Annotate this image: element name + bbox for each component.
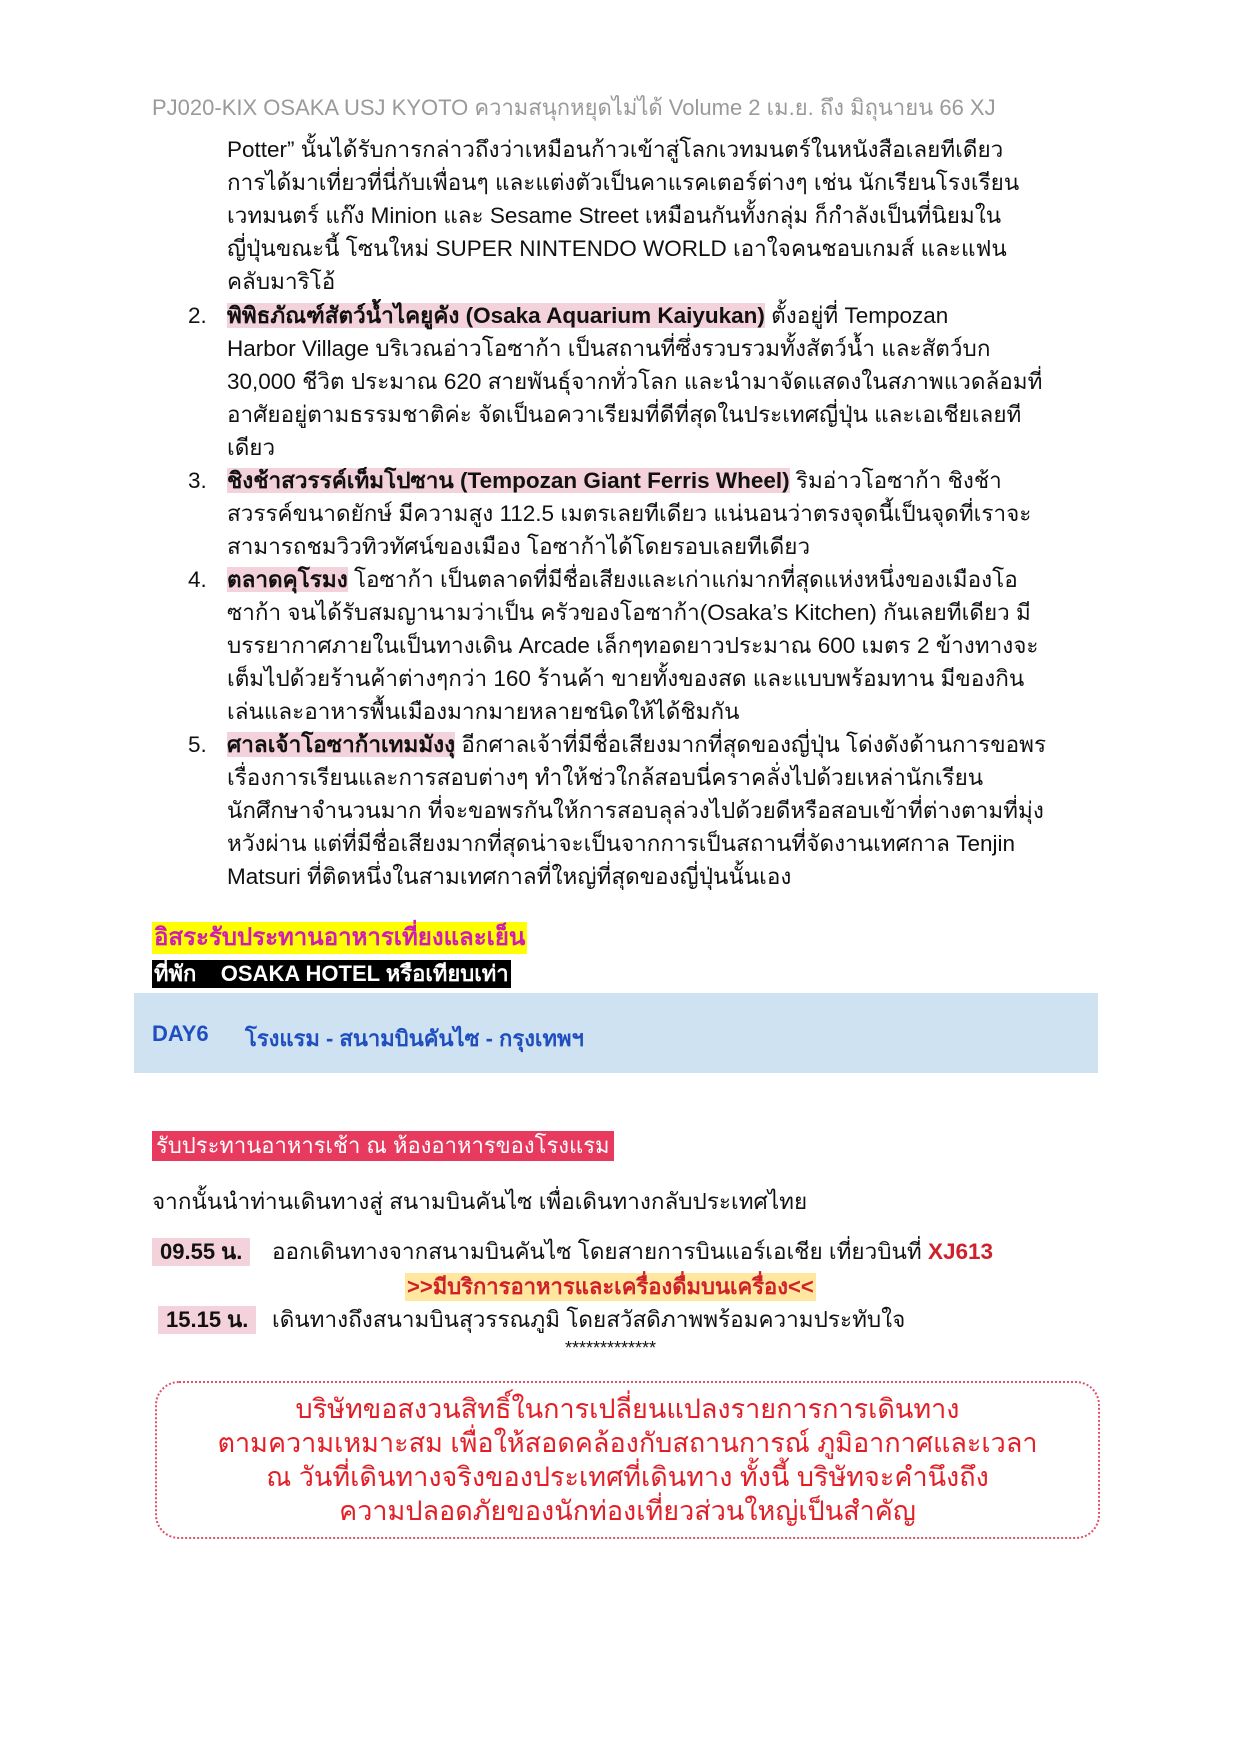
attraction-item — [188, 299, 1108, 464]
departure-text — [272, 1238, 993, 1266]
attraction-line: 30,000 ชีวิต ประมาณ 620 สายพันธุ์จากทั่วโลก และนำมาจัดแสดงในสภาพแวดล้อมที่ — [227, 369, 1043, 394]
attraction-line: ตั้งอยู่ที่ Tempozan — [764, 303, 949, 328]
departure-time: 09.55 น. — [152, 1238, 250, 1266]
item-number: 5. — [188, 732, 207, 757]
attraction-name: ชิงช้าสวรรค์เท็มโปซาน (Tempozan Giant Ferris Wheel) — [227, 468, 790, 493]
attraction-line: Harbor Village บริเวณอ่าวโอซาก้า เป็นสถานที่ซึ่งรวบรวมทั้งสัตว์น้ำ และสัตว์บก — [227, 336, 991, 361]
onboard-service-note: >>มีบริการอาหารและเครื่องดื่มบนเครื่อง<< — [407, 1274, 814, 1299]
attraction-line: อาศัยอยู่ตามธรรมชาติค่ะ จัดเป็นอควาเรียมที่ดีที่สุดในประเทศญี่ปุ่น และเอเชียเลยที — [227, 402, 1022, 427]
disclaimer-line: ตามความเหมาะสม เพื่อให้สอดคล้องกับสถานการณ์ ภูมิอากาศและเวลา — [217, 1428, 1038, 1458]
attraction-line: เต็มไปด้วยร้านค้าต่างๆกว่า 160 ร้านค้า ขายทั้งของสด และแบบพร้อมทาน มีของกิน — [227, 666, 1025, 691]
paragraph-line: เวทมนตร์ แก๊ง Minion และ Sesame Street เหมือนกันทั้งกลุ่ม ก็กำลังเป็นที่นิยมใน — [227, 203, 1002, 228]
attraction-line: สามารถชมวิวทิวทัศน์ของเมือง โอซาก้าได้โดยรอบเลยทีเดียว — [227, 534, 811, 559]
paragraph-line: Potter” นั้นได้รับการกล่าวถึงว่าเหมือนก้าวเข้าสู่โลกเวทมนตร์ในหนังสือเลยทีเดียว — [227, 137, 1004, 162]
attraction-item — [188, 464, 1108, 563]
attraction-name: ศาลเจ้าโอซาก้าเทมมังงุ — [227, 732, 456, 757]
attraction-list — [188, 299, 1108, 893]
paragraph-line: คลับมาริโอ้ — [227, 269, 336, 294]
attraction-item — [188, 563, 1108, 728]
item-number: 2. — [188, 303, 207, 328]
attraction-name: ตลาดคุโรมง — [227, 567, 348, 592]
attraction-line: เดียว — [227, 435, 276, 460]
flight-number: XJ613 — [927, 1239, 994, 1264]
attraction-line: อีกศาลเจ้าที่มีชื่อเสียงมากที่สุดของญี่ปุ่น โด่งดังด้านการขอพร — [455, 732, 1047, 757]
attraction-line: บรรยากาศภายในเป็นทางเดิน Arcade เล็กๆทอดยาวประมาณ 600 เมตร 2 ข้างทางจะ — [227, 633, 1039, 658]
disclaimer-line: ณ วันที่เดินทางจริงของประเทศที่เดินทาง ทั้งนี้ บริษัทจะคำนึงถึง — [266, 1462, 989, 1492]
day-band — [134, 993, 1098, 1073]
attraction-line: ซาก้า จนได้รับสมญานามว่าเป็น ครัวของโอซาก้า(Osaka’s Kitchen) กันเลยทีเดียว มี — [227, 600, 1031, 625]
attraction-line: สวรรค์ขนาดยักษ์ มีความสูง 112.5 เมตรเลยทีเดียว แน่นอนว่าตรงจุดนี้เป็นจุดที่เราจะ — [227, 501, 1032, 526]
paragraph-line: ญี่ปุ่นขณะนี้ โซนใหม่ SUPER NINTENDO WORLD เอาใจคนชอบเกมส์ และแฟน — [227, 236, 1007, 261]
item-number: 3. — [188, 468, 207, 493]
attraction-line: หวังผ่าน แต่ที่มีชื่อเสียงมากที่สุดน่าจะเป็นจากการเป็นสถานที่จัดงานเทศกาล Tenjin — [227, 831, 1015, 856]
attraction-line: เรื่องการเรียนและการสอบต่างๆ ทำให้ช่วใกล้สอบนี่คราคลั่งไปด้วยเหล่านักเรียน — [227, 765, 984, 790]
attraction-line: นักศึกษาจำนวนมาก ที่จะขอพรกันให้การสอบลุล่วงไปด้วยดีหรือสอบเข้าที่ต่างตามที่มุ่ง — [227, 798, 1044, 823]
free-meals-banner: อิสระรับประทานอาหารเที่ยงและเย็น — [152, 922, 527, 954]
day-route: โรงแรม - สนามบินคันไซ - กรุงเทพฯ — [245, 1026, 584, 1051]
intro-text: จากนั้นนำท่านเดินทางสู่ สนามบินคันไซ เพื่อเดินทางกลับประเทศไทย — [152, 1189, 808, 1214]
attraction-line: เล่นและอาหารพื้นเมืองมากมายหลายชนิดให้ได้ชิมกัน — [227, 699, 740, 724]
disclaimer-line: ความปลอดภัยของนักท่องเที่ยวส่วนใหญ่เป็นสำคัญ — [339, 1496, 916, 1526]
day-label: DAY6 — [152, 1021, 209, 1046]
attraction-name: พิพิธภัณฑ์สัตว์น้ำไคยูคัง (Osaka Aquarium Kaiyukan) — [227, 303, 765, 328]
breakfast-banner: รับประทานอาหารเช้า ณ ห้องอาหารของโรงแรม — [152, 1131, 614, 1161]
paragraph-line: การได้มาเที่ยวที่นี่กับเพื่อนๆ และแต่งตัวเป็นคาแรคเตอร์ต่างๆ เช่น นักเรียนโรงเรียน — [227, 170, 1020, 195]
separator-stars: ************* — [565, 1338, 657, 1358]
item-number: 4. — [188, 567, 207, 592]
page-header: PJ020-KIX OSAKA USJ KYOTO ความสนุกหยุดไม่ได้ Volume 2 เม.ย. ถึง มิถุนายน 66 XJ — [152, 95, 996, 120]
attraction-line: ริมอ่าวโอซาก้า ชิงช้า — [789, 468, 1002, 493]
disclaimer-box — [155, 1381, 1100, 1539]
arrival-time: 15.15 น. — [158, 1306, 256, 1334]
departure-description: ออกเดินทางจากสนามบินคันไซ โดยสายการบินแอร์เอเชีย เที่ยวบินที่ — [272, 1239, 928, 1264]
attraction-line: Matsuri ที่ติดหนึ่งในสามเทศกาลที่ใหญ่ที่สุดของญี่ปุ่นนั้นเอง — [227, 864, 792, 889]
attraction-item — [188, 728, 1108, 893]
disclaimer-line: บริษัทขอสงวนสิทธิ์ในการเปลี่ยนแปลงรายการการเดินทาง — [295, 1394, 960, 1424]
arrival-text: เดินทางถึงสนามบินสุวรรณภูมิ โดยสวัสดิภาพพร้อมความประทับใจ — [272, 1307, 906, 1332]
attraction-line: โอซาก้า เป็นตลาดที่มีชื่อเสียงและเก่าแก่มากที่สุดแห่งหนึ่งของเมืองโอ — [347, 567, 1018, 592]
hotel-banner: ที่พัก OSAKA HOTEL หรือเทียบเท่า — [154, 961, 509, 986]
continued-paragraph — [227, 133, 1107, 298]
